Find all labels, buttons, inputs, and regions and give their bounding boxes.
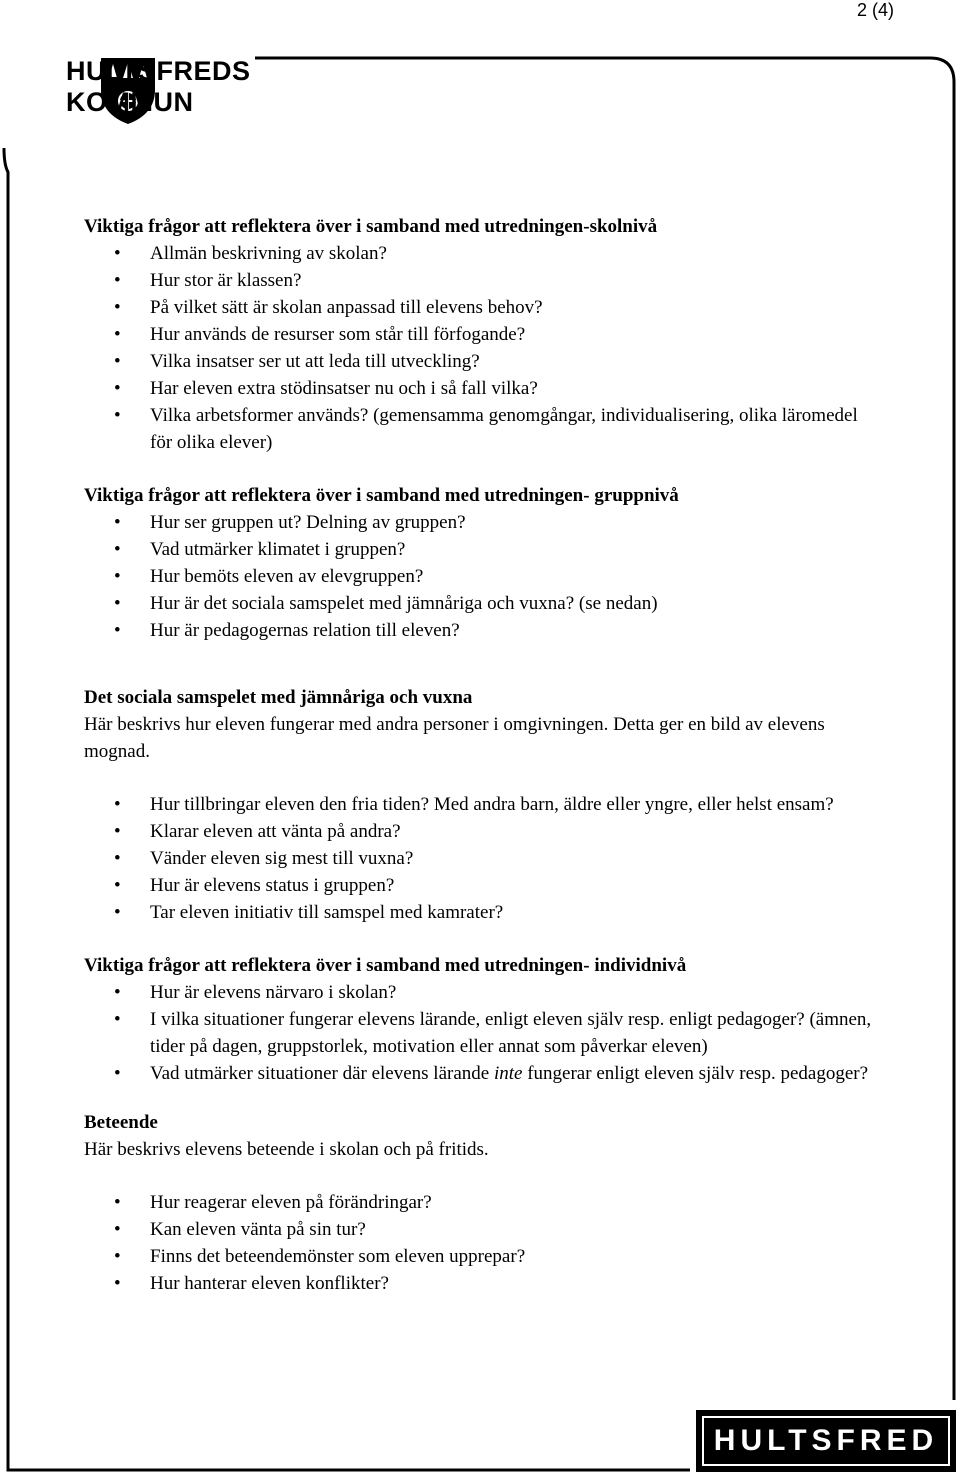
bullet-list-beteende (84, 1189, 874, 1297)
list-item: • Hur ser gruppen ut? Delning av gruppen? (84, 509, 874, 536)
list-item: • På vilket sätt är skolan anpassad till elevens behov? (84, 294, 874, 321)
section-heading-gruppniva: Viktiga frågor att reflektera över i samband med utredningen- gruppnivå (84, 485, 679, 506)
list-item: • Kan eleven vänta på sin tur? (84, 1216, 874, 1243)
list-item: • Finns det beteendemönster som eleven upprepar? (84, 1243, 874, 1270)
list-item: • Hur stor är klassen? (84, 267, 874, 294)
footer-logo (696, 1410, 956, 1472)
list-item: • Hur hanterar eleven konflikter? (84, 1270, 874, 1297)
list-item: • I vilka situationer fungerar elevens lärande, enligt eleven själv resp. enligt pedagoger? (ämnen, tider på dagen, gruppstorlek, motivation eller annat som påverkar eleven) (84, 1006, 874, 1060)
list-item: • Klarar eleven att vänta på andra? (84, 818, 874, 845)
list-item: • Hur är det sociala samspelet med jämnåriga och vuxna? (se nedan) (84, 590, 874, 617)
list-item-text: Vad utmärker situationer där elevens lärande (150, 1063, 494, 1084)
bullet-list-individniva (84, 979, 874, 1087)
list-item: • Vad utmärker klimatet i gruppen? (84, 536, 874, 563)
list-item: • Allmän beskrivning av skolan? (84, 240, 874, 267)
logo-line-2: KOMMUN (66, 87, 194, 117)
list-item-text: fungerar enligt eleven själv resp. pedagoger? (522, 1063, 869, 1084)
section-heading-beteende: Beteende (84, 1112, 158, 1133)
list-item: • Vilka insatser ser ut att leda till utveckling? (84, 348, 874, 375)
municipality-logo (66, 56, 251, 118)
list-item: • Hur bemöts eleven av elevgruppen? (84, 563, 874, 590)
document-body (84, 213, 874, 1297)
section-heading-sociala-samspelet: Det sociala samspelet med jämnåriga och vuxna (84, 687, 473, 708)
section-intro: Här beskrivs hur eleven fungerar med andra personer i omgivningen. Detta ger en bild av elevens mognad. (84, 714, 825, 762)
section-intro: Här beskrivs elevens beteende i skolan och på fritids. (84, 1139, 489, 1160)
list-item (84, 1060, 874, 1087)
list-item: • Har eleven extra stödinsatser nu och i så fall vilka? (84, 375, 874, 402)
logo-line-1: HULTSFREDS (66, 56, 251, 86)
list-item: • Hur är elevens närvaro i skolan? (84, 979, 874, 1006)
bullet-list-skolniva (84, 240, 874, 456)
emphasis-text: inte (493, 1063, 523, 1084)
bullet-list-sociala-samspelet (84, 791, 874, 926)
list-item: • Hur används de resurser som står till förfogande? (84, 321, 874, 348)
list-item: • Tar eleven initiativ till samspel med kamrater? (84, 899, 874, 926)
list-item: • Hur reagerar eleven på förändringar? (84, 1189, 874, 1216)
bullet-list-gruppniva (84, 509, 874, 644)
list-item: • Hur tillbringar eleven den fria tiden? Med andra barn, äldre eller yngre, eller helst ensam? (84, 791, 874, 818)
list-item: • Vänder eleven sig mest till vuxna? (84, 845, 874, 872)
section-heading-skolniva: Viktiga frågor att reflektera över i samband med utredningen-skolnivå (84, 216, 658, 237)
list-item: • Hur är elevens status i gruppen? (84, 872, 874, 899)
list-item: • Vilka arbetsformer används? (gemensamma genomgångar, individualisering, olika läromedel för olika elever) (84, 402, 874, 456)
section-heading-individniva: Viktiga frågor att reflektera över i samband med utredningen- individnivå (84, 955, 687, 976)
footer-logo-text: HULTSFRED (702, 1416, 950, 1466)
list-item: • Hur är pedagogernas relation till eleven? (84, 617, 874, 644)
page-number: 2 (4) (856, 0, 894, 20)
